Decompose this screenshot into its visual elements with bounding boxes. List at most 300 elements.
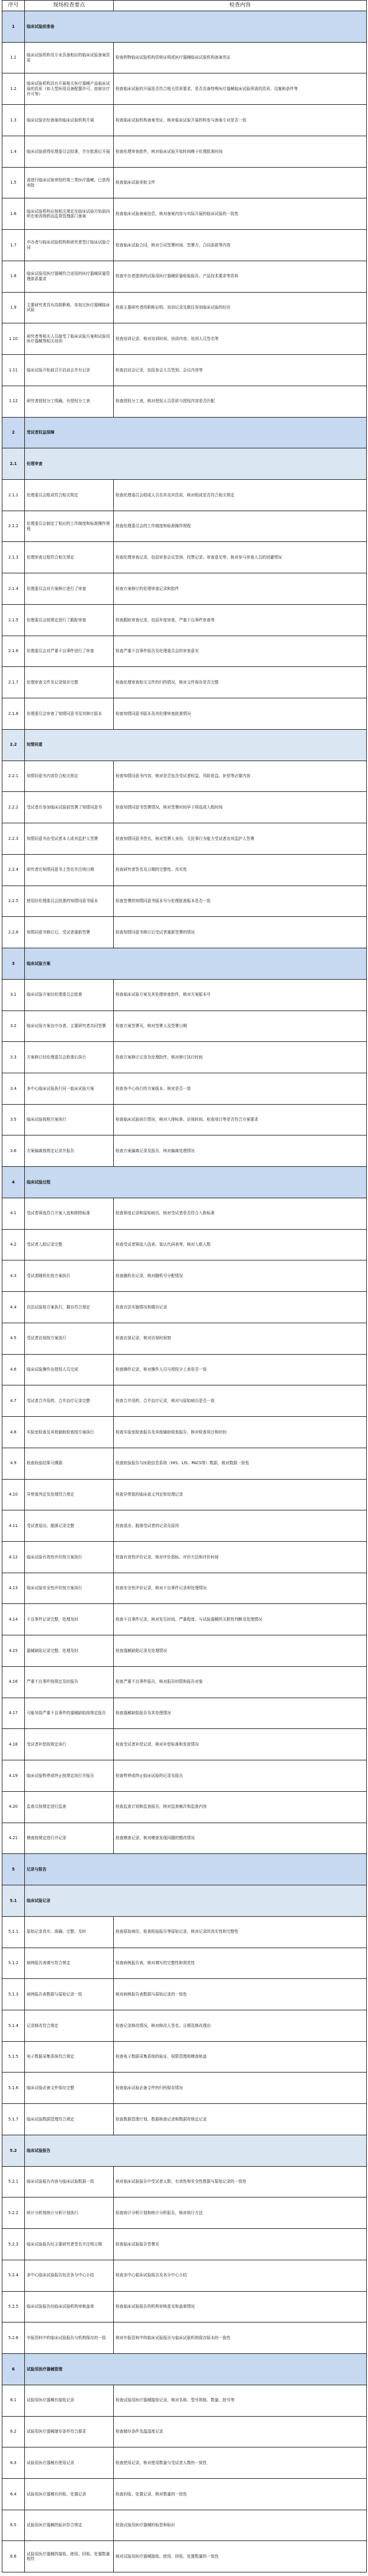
inspection-point: 临床试验机构及专业具备相应的临床试验备案资质 — [25, 42, 114, 73]
inspection-content: 核对病例报告表数据与原始记录的一致性 — [114, 1979, 367, 2010]
inspection-point: 实验室检查及其他辅助检查按方案执行 — [25, 1417, 114, 1448]
inspection-point: 伦理委员会按规定进行了跟踪审查 — [25, 604, 114, 636]
inspection-content: 检查药物临床试验机构资格证明或医疗器械临床试验机构备案凭证 — [114, 42, 367, 73]
table-row — [2, 1791, 367, 1823]
inspection-content: 检查严重不良事件报告及伦理委员会的审查意见 — [114, 636, 367, 667]
inspection-point: 使用经伦理委员会批准的知情同意书版本 — [25, 886, 114, 917]
row-number: 5.1 — [2, 1885, 25, 1917]
row-number: 1.11 — [2, 355, 25, 386]
row-number: 2.2.6 — [2, 917, 25, 948]
inspection-point: 临床试验机构具有开展相关医疗器械产品临床试验的资质（如大型医用设备配置许可、放射诊疗许可等） — [25, 73, 114, 105]
table-row — [2, 542, 367, 573]
row-number: 6.2 — [2, 2416, 25, 2447]
row-number: 2.1 — [2, 448, 25, 480]
inspection-point: 研究者授权分工明确，有授权分工表 — [25, 386, 114, 417]
row-number: 4.3 — [2, 1260, 25, 1292]
table-row — [2, 1104, 367, 1135]
inspection-content: 检查临床试验合同，核对合同签署时间、签署方、合同条款等内容 — [114, 230, 367, 261]
row-number: 5.1.6 — [2, 2073, 25, 2104]
inspection-point: 多中心临床试验执行同一临床试验方案 — [25, 1073, 114, 1104]
inspection-content: 检查知情同意书内容，核对是否包含受试者权益、风险获益、补偿等必要内容 — [114, 761, 367, 792]
table-row — [2, 198, 367, 230]
table-row — [2, 2198, 367, 2229]
inspection-content: 检查启动会记录，包括参会人员签到、会议内容等 — [114, 355, 367, 386]
table-row — [2, 1229, 367, 1260]
inspection-point: 器械缺陷记录完整，处理及时 — [25, 1635, 114, 1667]
inspection-content: 检查方案修订记录及伦理批件，核对修订执行时间 — [114, 1042, 367, 1073]
table-row — [2, 698, 367, 730]
row-number: 3.4 — [2, 1073, 25, 1104]
inspection-point: 临床试验安全性评价按方案执行 — [25, 1573, 114, 1604]
row-number: 1.3 — [2, 105, 25, 136]
inspection-content: 检查监查计划和监查报告，核对监查频次和监查内容 — [114, 1791, 367, 1823]
table-row — [2, 105, 367, 136]
inspection-content: 检查稽查记录，核对稽查发现问题的整改情况 — [114, 1823, 367, 1854]
inspection-content: 检查统计分析计划和统计分析报告，核对统计方法 — [114, 2198, 367, 2229]
inspection-content: 检查盲法实施情况和揭盲记录 — [114, 1292, 367, 1323]
row-number: 4.15 — [2, 1635, 25, 1667]
table-row — [2, 386, 367, 417]
row-number: 3.2 — [2, 1010, 25, 1042]
inspection-point: 病例报告表数据与原始记录一致 — [25, 1979, 114, 2010]
row-number: 1.6 — [2, 198, 25, 230]
inspection-point: 异常值判定及处理符合规定 — [25, 1479, 114, 1510]
inspection-content: 检查试验用医疗器械接收记录，核对名称、型号规格、数量、批号等 — [114, 2385, 367, 2416]
row-number: 4.5 — [2, 1323, 25, 1354]
table-row — [2, 261, 367, 292]
inspection-content: 检查签署的知情同意书版本号与伦理批准版本是否一致 — [114, 886, 367, 917]
row-number: 4.4 — [2, 1292, 25, 1323]
inspection-content: 核对申报资料中的临床试验报告与临床试验机构保存版本的一致性 — [114, 2322, 367, 2354]
inspection-table — [2, 0, 367, 2572]
subsection-row — [2, 729, 367, 761]
inspection-content: 检查受试者筛选入选表、鉴认代码表等，核对入组人数 — [114, 1229, 367, 1260]
row-number: 1.12 — [2, 386, 25, 417]
inspection-point: 严重不良事件按规定及时报告 — [25, 1666, 114, 1698]
row-number: 5.1.1 — [2, 1916, 25, 1948]
row-number: 2.2 — [2, 729, 25, 761]
row-number: 4.8 — [2, 1417, 25, 1448]
table-row — [2, 2010, 367, 2042]
inspection-point: 临床试验获得伦理委员会批准，并在批准后开展 — [25, 136, 114, 167]
row-number: 2.1.3 — [2, 542, 25, 573]
inspection-point: 试验用医疗器械有使用记录 — [25, 2447, 114, 2479]
section-title: 试验用医疗器械管理 — [25, 2354, 367, 2385]
table-row — [2, 1354, 367, 1385]
row-number: 3.6 — [2, 1135, 25, 1167]
row-number: 1.10 — [2, 323, 25, 355]
table-row — [2, 2416, 367, 2447]
table-row — [2, 1604, 367, 1635]
inspection-point: 临床试验开始前召开启动会并有记录 — [25, 355, 114, 386]
header-row — [2, 1, 367, 11]
table-row — [2, 1260, 367, 1292]
row-number: 1.8 — [2, 261, 25, 292]
table-row — [2, 886, 367, 917]
row-number: 3.1 — [2, 979, 25, 1010]
row-number: 1 — [2, 11, 25, 43]
row-number: 3.5 — [2, 1104, 25, 1135]
row-number: 6.4 — [2, 2479, 25, 2510]
row-number: 5 — [2, 1854, 25, 1885]
inspection-point: 受试者在参加临床试验前签署了知情同意书 — [25, 792, 114, 823]
inspection-content: 检查多中心临床试验报告及各分中心小结 — [114, 2260, 367, 2291]
inspection-point: 需进行临床试验审批的第三类医疗器械，已获得审批 — [25, 167, 114, 198]
inspection-content: 检查临床试验备案信息，核对备案内容与实际开展的临床试验的一致性 — [114, 198, 367, 230]
row-number: 4.2 — [2, 1229, 25, 1260]
table-row — [2, 2541, 367, 2572]
table-row — [2, 2322, 367, 2354]
table-row — [2, 323, 367, 355]
row-number: 4.10 — [2, 1479, 25, 1510]
row-number: 2.2.4 — [2, 854, 25, 886]
table-row — [2, 42, 367, 73]
inspection-content: 检查数据管理计划、数据核查记录和数据库锁定记录 — [114, 2104, 367, 2135]
inspection-content: 检查实验室检查报告及其他辅助检查报告，核对检查项目和时间 — [114, 1417, 367, 1448]
row-number: 2.2.2 — [2, 792, 25, 823]
row-number: 5.2.4 — [2, 2260, 25, 2291]
subsection-row — [2, 1885, 367, 1917]
inspection-point: 临床试验方案经伦理委员会批准 — [25, 979, 114, 1010]
inspection-content: 检查器械缺陷报告及其处理情况 — [114, 1698, 367, 1729]
inspection-content: 检查知情同意书版本及其伦理审查批准情况 — [114, 698, 367, 730]
subsection-title: 临床试验报告 — [25, 2135, 367, 2166]
inspection-content: 检查随机化记录，核对随机号分配情况 — [114, 1260, 367, 1292]
table-row — [2, 823, 367, 855]
header-seq: 序号 — [2, 1, 25, 11]
inspection-content: 检查知情同意书签署情况，核对签署时间早于筛选或入组时间 — [114, 792, 367, 823]
row-number: 4.7 — [2, 1385, 25, 1417]
section-row — [2, 417, 367, 448]
inspection-content: 检查电子数据采集系统的验证、权限管理和稽查轨迹 — [114, 2041, 367, 2073]
inspection-content: 检查伦理委员会组成人员名单及其资质，核对组成是否符合相关规定 — [114, 480, 367, 511]
inspection-point: 临床试验数据管理符合规定 — [25, 2104, 114, 2135]
row-number: 5.2.3 — [2, 2229, 25, 2260]
inspection-point: 研究者等相关人员接受了临床试验方案和试验用医疗器械等相关培训 — [25, 323, 114, 355]
inspection-point: 试验用医疗器械储存条件符合要求 — [25, 2416, 114, 2447]
row-number: 2.2.1 — [2, 761, 25, 792]
inspection-point: 监查员按规定进行监查 — [25, 1791, 114, 1823]
table-row — [2, 1385, 367, 1417]
table-row — [2, 167, 367, 198]
inspection-content: 检查方案签署页，核对签署人及签署日期 — [114, 1010, 367, 1042]
inspection-content: 检查使用记录，核对使用数量与受试者人数的一致性 — [114, 2447, 367, 2479]
row-number: 5.2.6 — [2, 2322, 25, 2354]
inspection-point: 受试者退出、脱落记录完整 — [25, 1510, 114, 1542]
inspection-point: 临床试验报告经临床试验机构审核盖章 — [25, 2291, 114, 2322]
table-body — [2, 11, 367, 2572]
table-row — [2, 511, 367, 542]
row-number: 6.1 — [2, 2385, 25, 2416]
row-number: 5.1.3 — [2, 1979, 25, 2010]
section-title: 临床试验前准备 — [25, 11, 367, 43]
inspection-content: 检查检验报告与医院信息系统（HIS、LIS、PACS等）数据，核对数据一致性 — [114, 1448, 367, 1479]
inspection-content: 检查临床试验机构备案凭证，核对临床试验开展的科室与备案专业是否一致 — [114, 105, 367, 136]
row-number: 4.6 — [2, 1354, 25, 1385]
inspection-content: 检查筛选记录和原始病历，核对受试者是否符合入排标准 — [114, 1198, 367, 1229]
table-row — [2, 1666, 367, 1698]
inspection-content: 检查研究者签名及日期的完整性、真实性 — [114, 854, 367, 886]
table-row — [2, 792, 367, 823]
inspection-point: 临床试验必备文件保存完整 — [25, 2073, 114, 2104]
subsection-row — [2, 2135, 367, 2166]
subsection-title: 伦理审查 — [25, 448, 367, 480]
table-row — [2, 2479, 367, 2510]
inspection-point: 受试者补偿按规定执行 — [25, 1729, 114, 1760]
row-number: 4.9 — [2, 1448, 25, 1479]
table-row — [2, 1292, 367, 1323]
table-row — [2, 480, 367, 511]
row-number: 6 — [2, 2354, 25, 2385]
row-number: 2.1.6 — [2, 636, 25, 667]
inspection-content: 检查操作记录，核对操作人员与授权分工表是否一致 — [114, 1354, 367, 1385]
table-row — [2, 979, 367, 1010]
row-number: 4.13 — [2, 1573, 25, 1604]
inspection-content: 检查病例报告表，核对填写的完整性和规范性 — [114, 1948, 367, 1979]
inspection-point: 主要研究者具有高级职称，参加过医疗器械临床试验 — [25, 292, 114, 323]
row-number: 2.1.1 — [2, 480, 25, 511]
row-number: 4.17 — [2, 1698, 25, 1729]
table-row — [2, 1698, 367, 1729]
inspection-point: 伦理委员会审查了知情同意书及其修订版本 — [25, 698, 114, 730]
inspection-content: 检查伦理审查相关文件的归档情况，核对文件保存是否完整 — [114, 667, 367, 698]
inspection-content: 核对临床试验报告中受试者人数、有效性和安全性数据与原始记录的一致性 — [114, 2166, 367, 2198]
inspection-point: 临床试验暂停或终止按规定执行并报告 — [25, 1760, 114, 1792]
inspection-content: 检查回收、处置记录，核对数量的一致性 — [114, 2479, 367, 2510]
row-number: 2.1.8 — [2, 698, 25, 730]
table-row — [2, 292, 367, 323]
row-number: 4.11 — [2, 1510, 25, 1542]
inspection-content: 检查安全性评价记录，核对不良事件记录和处理情况 — [114, 1573, 367, 1604]
row-number: 2.1.2 — [2, 511, 25, 542]
table-row — [2, 1573, 367, 1604]
inspection-point: 受试者入组记录完整 — [25, 1229, 114, 1260]
inspection-content: 检查临床试验报告签署页 — [114, 2229, 367, 2260]
inspection-content: 检查培训记录，核对培训时间、培训内容、培训人员签名等 — [114, 323, 367, 355]
table-row — [2, 636, 367, 667]
section-row — [2, 11, 367, 43]
inspection-content: 检查各中心执行的方案版本，核对是否一致 — [114, 1073, 367, 1104]
inspection-point: 试验用医疗器械有回收、处置记录 — [25, 2479, 114, 2510]
row-number: 4.1 — [2, 1198, 25, 1229]
table-row — [2, 1510, 367, 1542]
inspection-content: 检查跟踪审查记录，包括年度审查、严重不良事件审查等 — [114, 604, 367, 636]
inspection-point: 申办者与临床试验机构和研究者签订临床试验合同 — [25, 230, 114, 261]
inspection-content: 检查方案偏离记录及报告，核对偏离处理情况 — [114, 1135, 367, 1167]
row-number: 4.16 — [2, 1666, 25, 1698]
table-row — [2, 1073, 367, 1104]
table-row — [2, 73, 367, 105]
row-number: 5.1.5 — [2, 2041, 25, 2073]
table-row — [2, 1010, 367, 1042]
row-number: 3.3 — [2, 1042, 25, 1073]
table-row — [2, 1916, 367, 1948]
inspection-point: 受试者筛选符合方案入选和排除标准 — [25, 1198, 114, 1229]
inspection-content: 检查原始病历、检查检验报告等原始记录，核对记录的真实性和完整性 — [114, 1916, 367, 1948]
table-row — [2, 2291, 367, 2322]
row-number: 1.4 — [2, 136, 25, 167]
inspection-content: 检查器械缺陷记录及处理情况 — [114, 1635, 367, 1667]
inspection-content: 检查访视记录，核对访视时间窗 — [114, 1323, 367, 1354]
row-number: 4.18 — [2, 1729, 25, 1760]
inspection-point: 可能导致严重不良事件的器械缺陷按规定报告 — [25, 1698, 114, 1729]
subsection-title: 知情同意 — [25, 729, 367, 761]
inspection-content: 检查记录修改情况，核对修改人签名、日期及修改理由 — [114, 2010, 367, 2042]
table-row — [2, 2229, 367, 2260]
inspection-point: 不良事件记录完整，处理及时 — [25, 1604, 114, 1635]
inspection-content: 检查异常值的临床意义判定和处理记录 — [114, 1479, 367, 1510]
inspection-content: 检查暂停或终止临床试验的记录及报告 — [114, 1760, 367, 1792]
row-number: 2.1.5 — [2, 604, 25, 636]
subsection-title: 临床试验记录 — [25, 1885, 367, 1917]
inspection-point: 临床试验操作由授权人员完成 — [25, 1354, 114, 1385]
header-inspection-point: 现场检查要点 — [25, 1, 114, 11]
inspection-content: 检查知情同意书修订后受试者重新签署的情况 — [114, 917, 367, 948]
table-row — [2, 1823, 367, 1854]
inspection-content: 检查临床试验执行情况，核对入排标准、访视时间、检查项目等是否符合方案要求 — [114, 1104, 367, 1135]
table-row — [2, 667, 367, 698]
inspection-point: 盲法试验按方案执行，揭盲符合规定 — [25, 1292, 114, 1323]
row-number: 5.1.4 — [2, 2010, 25, 2042]
section-row — [2, 2354, 367, 2385]
inspection-point: 受试者访视按方案执行 — [25, 1323, 114, 1354]
inspection-point: 临床试验方案由申办者、主要研究者共同签署 — [25, 1010, 114, 1042]
row-number: 1.9 — [2, 292, 25, 323]
table-row — [2, 2166, 367, 2198]
inspection-content: 检查方案修订的伦理审查记录和批件 — [114, 573, 367, 605]
inspection-content: 检查伦理审查批件，核对临床试验开始时间晚于伦理批准时间 — [114, 136, 367, 167]
row-number: 5.2.1 — [2, 2166, 25, 2198]
inspection-content: 检查储存条件及温湿度记录 — [114, 2416, 367, 2447]
table-row — [2, 1635, 367, 1667]
inspection-point: 原始记录真实、准确、完整、及时 — [25, 1916, 114, 1948]
inspection-content: 检查授权分工表，核对授权人员资质与授权内容是否匹配 — [114, 386, 367, 417]
inspection-content: 检查知情同意书签名，核对签署人身份，无民事行为能力受试者由其监护人签署 — [114, 823, 367, 855]
inspection-point: 临床试验按照方案执行 — [25, 1104, 114, 1135]
table-row — [2, 2260, 367, 2291]
row-number: 6.5 — [2, 2510, 25, 2541]
row-number: 2.1.4 — [2, 573, 25, 605]
table-row — [2, 355, 367, 386]
inspection-point: 电子数据采集系统符合规定 — [25, 2041, 114, 2073]
table-row — [2, 1729, 367, 1760]
inspection-point: 多中心临床试验报告包含各分中心小结 — [25, 2260, 114, 2291]
inspection-content: 检查临床试验方案及其伦理审查批件，核对方案版本号 — [114, 979, 367, 1010]
row-number: 2.1.7 — [2, 667, 25, 698]
inspection-point: 伦理委员会对严重不良事件进行了审查 — [25, 636, 114, 667]
inspection-point: 受试者合并用药、合并治疗记录完整 — [25, 1385, 114, 1417]
row-number: 1.2 — [2, 73, 25, 105]
table-row — [2, 1135, 367, 1167]
row-number: 5.1.2 — [2, 1948, 25, 1979]
row-number: 3 — [2, 948, 25, 980]
table-row — [2, 2510, 367, 2541]
table-row — [2, 1042, 367, 1073]
subsection-row — [2, 448, 367, 480]
inspection-point: 伦理委员会对方案修订进行了审查 — [25, 573, 114, 605]
row-number: 2 — [2, 417, 25, 448]
inspection-content: 核对试验用医疗器械接收、使用、回收、处置数量的一致性 — [114, 2541, 367, 2572]
inspection-content: 检查主要研究者的职称证明、培训记录及既往参加临床试验的经历 — [114, 292, 367, 323]
table-row — [2, 2385, 367, 2416]
section-title: 临床试验过程 — [25, 1167, 367, 1198]
row-number: 4.21 — [2, 1823, 25, 1854]
inspection-point: 试验用医疗器械有接收记录 — [25, 2385, 114, 2416]
inspection-point: 临床试验用医疗器械符合适用的医疗器械质量管理体系要求 — [25, 261, 114, 292]
table-row — [2, 1479, 367, 1510]
inspection-point: 伦理审查文件及记录保存完整 — [25, 667, 114, 698]
section-title: 记录与报告 — [25, 1854, 367, 1885]
inspection-content: 检查试验用医疗器械的标签和标识 — [114, 2510, 367, 2541]
inspection-point: 知情同意书内容符合相关规定 — [25, 761, 114, 792]
row-number: 4.14 — [2, 1604, 25, 1635]
section-row — [2, 1854, 367, 1885]
table-row — [2, 1948, 367, 1979]
section-title: 受试者权益保障 — [25, 417, 367, 448]
inspection-content: 检查退出、脱落受试者的记录及原因 — [114, 1510, 367, 1542]
inspection-point: 记录修改符合规定 — [25, 2010, 114, 2042]
table-row — [2, 2104, 367, 2135]
inspection-point: 方案偏离按规定记录并报告 — [25, 1135, 114, 1167]
header-inspection-content: 检查内容 — [114, 1, 367, 11]
row-number: 5.2.5 — [2, 2291, 25, 2322]
inspection-content: 检查有效性评价记录，核对评价指标、评价方法和评价时间 — [114, 1541, 367, 1573]
inspection-content: 检查伦理委员会的工作制度和标准操作规程 — [114, 511, 367, 542]
inspection-content: 检查不良事件记录，核对发生时间、严重程度、与试验器械的关联性判断及处理情况 — [114, 1604, 367, 1635]
inspection-point: 伦理委员会制定了相应的工作制度和标准操作规程 — [25, 511, 114, 542]
inspection-content: 检查受试者补偿记录，核对补偿标准和发放情况 — [114, 1729, 367, 1760]
inspection-point: 知情同意书修订后，受试者重新签署 — [25, 917, 114, 948]
inspection-content: 检查临床试验审批文件 — [114, 167, 367, 198]
row-number: 4.20 — [2, 1791, 25, 1823]
inspection-content: 检查合并用药、合并治疗记录，核对与原始病历是否一致 — [114, 1385, 367, 1417]
inspection-point: 研究者在知情同意书上签名并注明日期 — [25, 854, 114, 886]
table-row — [2, 1323, 367, 1354]
table-row — [2, 854, 367, 886]
inspection-point: 试验用医疗器械的接收、使用、回收、处置数量相符 — [25, 2541, 114, 2572]
inspection-content: 检查伦理审查记录，包括审查会议签到、投票记录、审查意见等，核对参与审查人员的回避情况 — [114, 542, 367, 573]
table-row — [2, 1760, 367, 1792]
table-row — [2, 761, 367, 792]
table-row — [2, 2447, 367, 2479]
row-number: 5.1.7 — [2, 2104, 25, 2135]
table-row — [2, 2073, 367, 2104]
table-row — [2, 1541, 367, 1573]
row-number: 1.7 — [2, 230, 25, 261]
inspection-point: 伦理委员会组成符合相关规定 — [25, 480, 114, 511]
inspection-point: 临床试验报告经主要研究者签名并注明日期 — [25, 2229, 114, 2260]
row-number: 6.3 — [2, 2447, 25, 2479]
inspection-point: 临床试验报告内容与临床试验数据一致 — [25, 2166, 114, 2198]
inspection-content: 检查申办者提供的试验用医疗器械质量检验报告、产品技术要求等资料 — [114, 261, 367, 292]
inspection-content: 检查临床试验报告的机构审核意见和盖章情况 — [114, 2291, 367, 2322]
section-title: 临床试验方案 — [25, 948, 367, 980]
inspection-point: 稽查按规定进行并记录 — [25, 1823, 114, 1854]
inspection-content: 检查临床试验必备文件的归档保存情况 — [114, 2073, 367, 2104]
row-number: 2.2.3 — [2, 823, 25, 855]
table-row — [2, 604, 367, 636]
table-row — [2, 573, 367, 605]
row-number: 5.2.2 — [2, 2198, 25, 2229]
inspection-point: 伦理审查过程符合相关规定 — [25, 542, 114, 573]
inspection-point: 病例报告表填写符合规定 — [25, 1948, 114, 1979]
table-row — [2, 230, 367, 261]
table-row — [2, 917, 367, 948]
inspection-point: 临床试验在经备案的临床试验机构开展 — [25, 105, 114, 136]
row-number: 4.12 — [2, 1541, 25, 1573]
table-row — [2, 1448, 367, 1479]
inspection-point: 方案修订经伦理委员会批准后执行 — [25, 1042, 114, 1073]
